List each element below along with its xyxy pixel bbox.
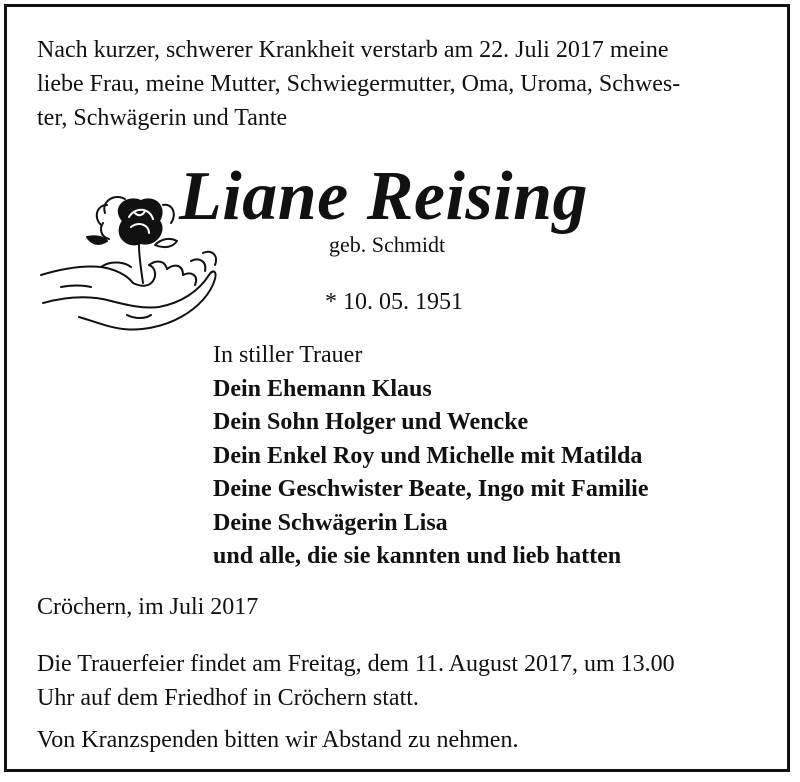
mourner-row: Dein Ehemann Klaus — [213, 375, 432, 402]
deceased-name: Liane Reising — [179, 158, 589, 235]
intro-line: ter, Schwägerin und Tante — [37, 105, 288, 131]
mourner-row: und alle, die sie kannten und lieb hatten — [213, 543, 622, 569]
ceremony-line: Uhr auf dem Friedhof in Cröchern statt. — [37, 685, 419, 711]
birth-date: * 10. 05. 1951 — [325, 289, 463, 315]
mourners-list — [213, 339, 648, 574]
intro-line: Nach kurzer, schwerer Krankheit verstarb am 22. Juli 2017 meine — [37, 37, 669, 63]
intro-text — [37, 33, 777, 135]
mourner-row: Deine Schwägerin Lisa — [213, 509, 448, 536]
place-date: Cröchern, im Juli 2017 — [37, 594, 259, 620]
obituary-frame — [4, 4, 790, 772]
ceremony-line: Die Trauerfeier findet am Freitag, dem 11. August 2017, um 13.00 — [37, 651, 675, 677]
mourners-lead: In stiller Trauer — [213, 342, 363, 368]
intro-line: liebe Frau, meine Mutter, Schwiegermutter, Oma, Uroma, Schwes- — [37, 71, 681, 97]
flowers-note: Von Kranzspenden bitten wir Abstand zu nehmen. — [37, 727, 519, 753]
ceremony-info — [37, 647, 777, 715]
mourner-row: Dein Sohn Holger und Wencke — [213, 409, 529, 435]
birth-name: geb. Schmidt — [329, 232, 446, 257]
mourner-row: Deine Geschwister Beate, Ingo mit Familie — [213, 476, 649, 502]
mourner-row: Dein Enkel Roy und Michelle mit Matilda — [213, 442, 643, 469]
